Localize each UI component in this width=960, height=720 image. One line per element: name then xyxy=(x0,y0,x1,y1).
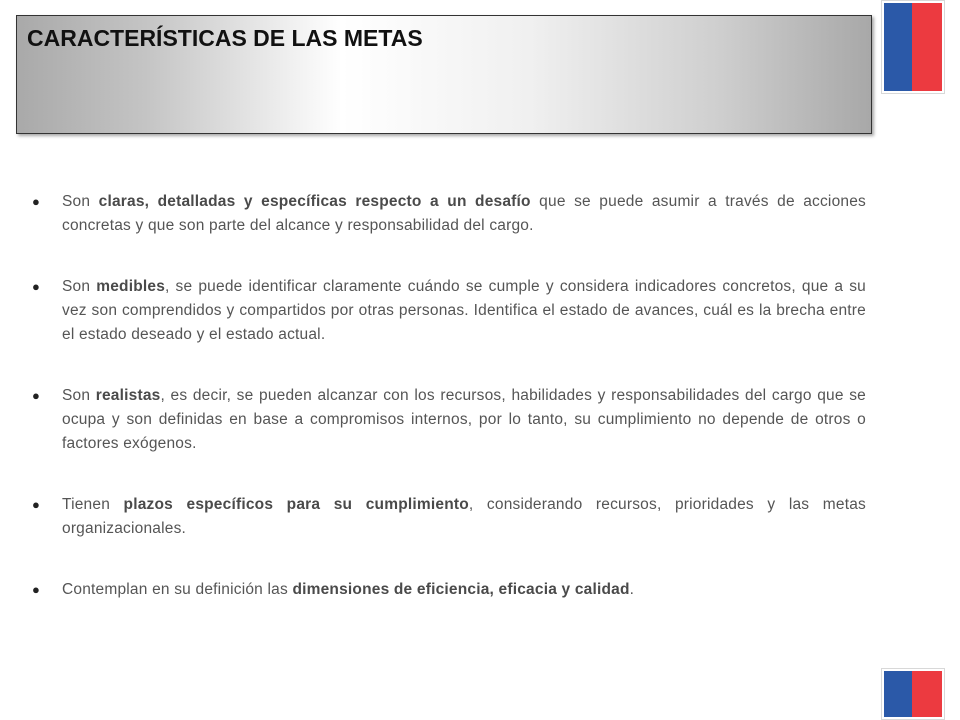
bullet-icon: ● xyxy=(32,388,41,403)
item-text-bold: dimensiones de eficiencia, eficacia y calidad xyxy=(292,581,630,598)
item-text-post: , es decir, se pueden alcanzar con los recursos, habilidades y responsabilidades del cargo que se ocupa y son definidas en base a compromisos internos, por lo tanto, su cumplimiento no depende de otros o factores exógenos. xyxy=(62,387,866,452)
chile-flag-stripe-bottom xyxy=(881,668,945,720)
bullet-icon: ● xyxy=(32,582,41,597)
item-text-pre: Contemplan en su definición las xyxy=(62,581,293,598)
item-text-post: que se puede asumir a través de acciones concretas y que son parte del alcance y responsabilidad del cargo. xyxy=(62,193,866,234)
bullet-icon: ● xyxy=(32,279,41,294)
item-text-post: , considerando recursos, prioridades y las metas organizacionales. xyxy=(62,496,866,537)
list-item xyxy=(32,384,866,456)
item-text-pre: Tienen xyxy=(62,496,124,513)
bullet-icon: ● xyxy=(32,497,41,512)
chile-flag-stripe-top xyxy=(881,0,945,94)
item-text-pre: Son xyxy=(62,387,96,404)
slide-title: CARACTERÍSTICAS DE LAS METAS xyxy=(27,25,423,51)
list-item xyxy=(32,275,866,347)
item-text-bold: medibles xyxy=(96,278,166,295)
item-text-pre: Son xyxy=(62,193,99,210)
flag-blue-stripe xyxy=(884,671,912,717)
item-text-bold: realistas xyxy=(95,387,161,404)
item-text-post: , se puede identificar claramente cuándo se cumple y considera indicadores concretos, que a su vez son comprendidos y compartidos por otras personas. Identifica el estado de avances, cuál es la brecha entre el estado deseado y el estado actual. xyxy=(62,278,867,343)
bullet-icon: ● xyxy=(32,194,41,209)
item-text-bold: claras, detalladas y específicas respecto a un desafío xyxy=(98,193,531,210)
flag-blue-stripe xyxy=(884,3,912,91)
characteristics-list xyxy=(32,190,866,639)
list-item xyxy=(32,493,866,541)
flag-red-stripe xyxy=(912,671,942,717)
item-text-post: . xyxy=(629,581,635,598)
title-box xyxy=(16,15,872,134)
item-text-bold: plazos específicos para su cumplimiento xyxy=(123,496,469,513)
list-item xyxy=(32,578,866,602)
item-text-pre: Son xyxy=(62,278,97,295)
list-item xyxy=(32,190,866,238)
flag-red-stripe xyxy=(912,3,942,91)
